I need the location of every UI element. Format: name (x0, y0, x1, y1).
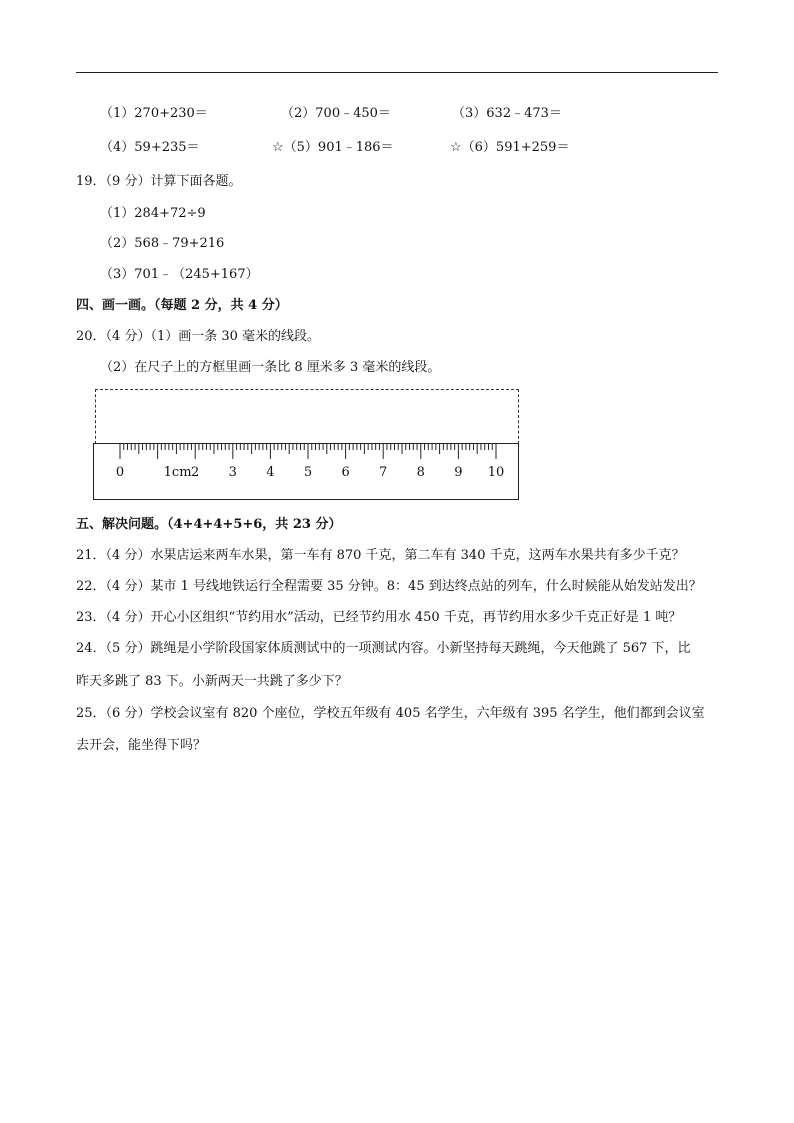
q24-line-2: 昨天多跳了 83 下。小新两天一共跳了多少下？ (76, 674, 348, 689)
ruler-label: 3 (228, 465, 237, 480)
q19-item-3: （3）701﹣（245+167） (100, 267, 259, 282)
ruler-label: 4 (266, 465, 275, 480)
ruler-label: 7 (379, 465, 388, 480)
ruler-label: 5 (303, 465, 313, 480)
drawing-box[interactable] (95, 389, 519, 444)
q19-title: 19．（9 分）计算下面各题。 (76, 174, 242, 189)
q19-item-1: （1）284+72÷9 (100, 206, 206, 221)
ruler-label: 1cm (163, 465, 192, 480)
q20-line-2: （2）在尺子上的方框里画一条比 8 厘米多 3 毫米的线段。 (100, 360, 441, 375)
q25-line-1: 25．（6 分）学校会议室有 820 个座位，学校五年级有 405 名学生，六年级有 395 名学生，他们都到会议室 (76, 706, 705, 721)
q18-item-5: ☆（5）901﹣186＝ (272, 140, 394, 155)
ruler-label: 6 (341, 465, 350, 480)
ruler-label: 2 (191, 465, 200, 480)
q23-text: 23．（4 分）开心小区组织“节约用水”活动，已经节约用水 450 千克，再节约用水多少千克正好是 1 吨？ (76, 610, 682, 625)
q25-line-2: 去开会，能坐得下吗？ (76, 738, 207, 753)
q19-item-2: （2）568﹣79+216 (100, 236, 225, 251)
ruler-label: 10 (487, 465, 505, 480)
ruler-label: 9 (454, 465, 463, 480)
section-4-title: 四、画一画。（每题 2 分，共 4 分） (76, 298, 288, 313)
q18-item-3: （3）632﹣473＝ (452, 106, 562, 121)
q18-item-4: （4）59+235＝ (100, 140, 200, 155)
section-5-title: 五、解决问题。（4+4+4+5+6，共 23 分） (76, 517, 342, 532)
ruler-label: 0 (115, 465, 125, 480)
q20-line-1: 20．（4 分）（1）画一条 30 毫米的线段。 (76, 329, 321, 344)
ruler (93, 443, 519, 500)
q22-text: 22．（4 分）某市 1 号线地铁运行全程需要 35 分钟。8：45 到达终点站的列车，什么时候能从始发站发出？ (76, 579, 702, 594)
header-rule (76, 72, 718, 73)
q24-line-1: 24．（5 分）跳绳是小学阶段国家体质测试中的一项测试内容。小新坚持每天跳绳，今天他跳了 567 下，比 (76, 641, 691, 656)
q18-item-1: （1）270+230＝ (100, 106, 208, 121)
ruler-label: 8 (416, 465, 425, 480)
q18-item-6: ☆（6）591+259＝ (450, 140, 570, 155)
q21-text: 21．（4 分）水果店运来两车水果，第一车有 870 千克，第二车有 340 千克，这两车水果共有多少千克？ (76, 548, 685, 563)
q18-item-2: （2）700﹣450＝ (281, 106, 391, 121)
